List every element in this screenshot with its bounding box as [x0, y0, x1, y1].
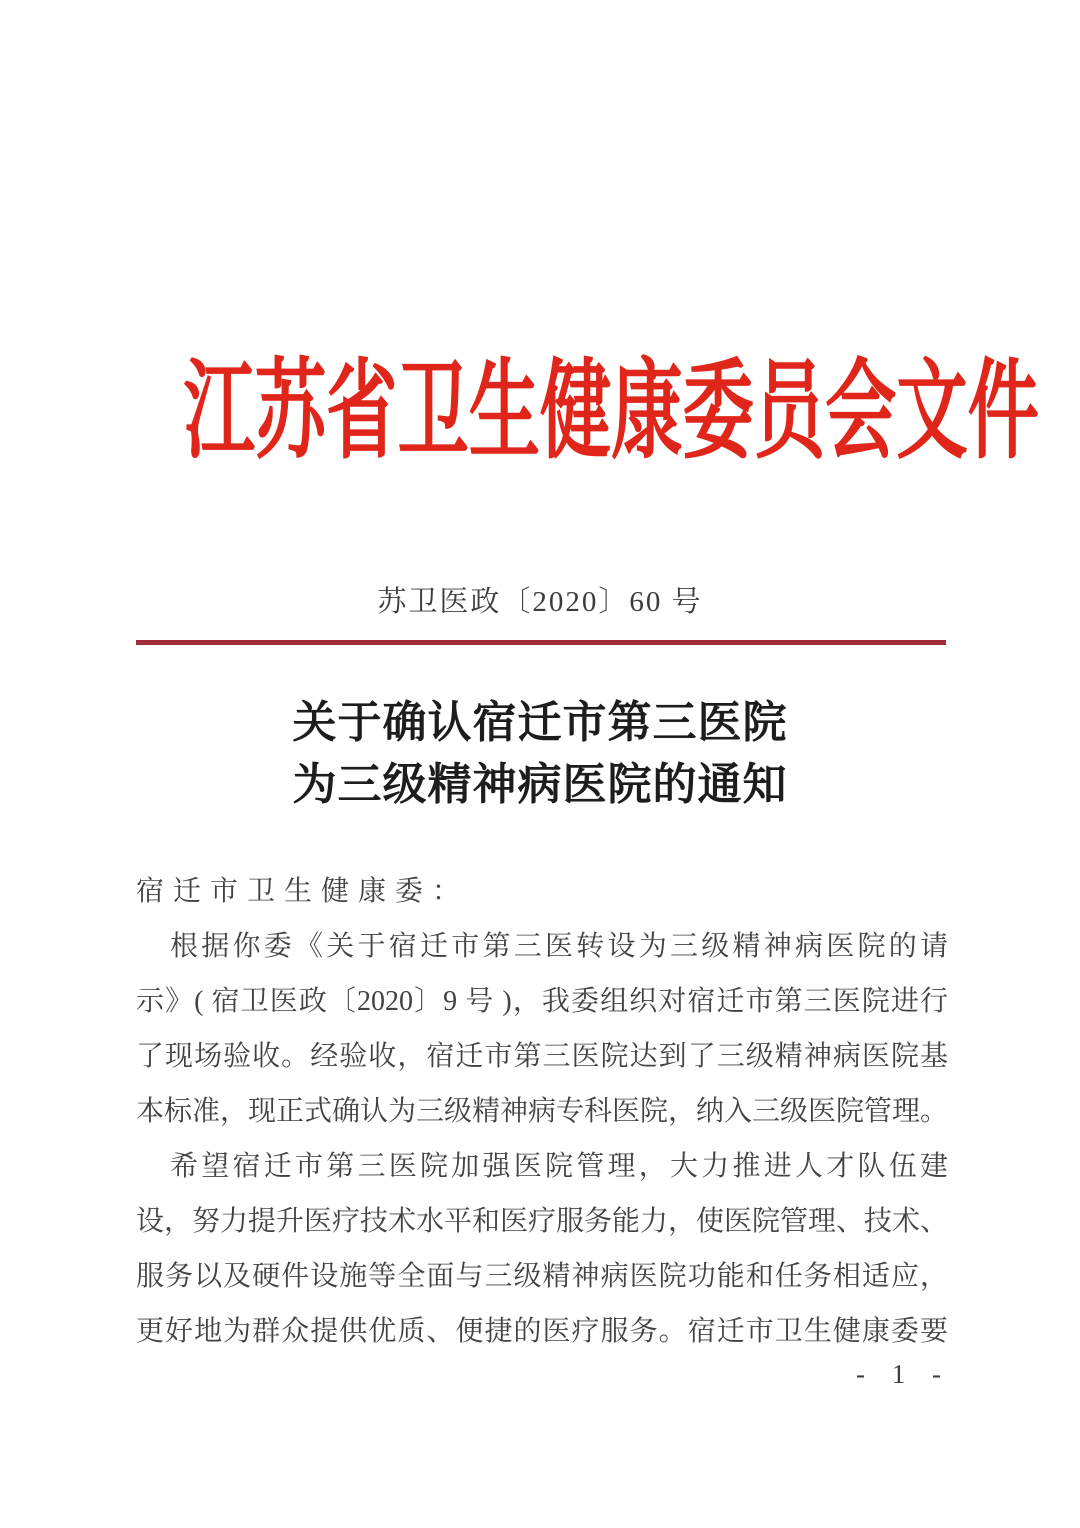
body-line: 更好地为群众提供优质、便捷的医疗服务。宿迁市卫生健康委要 [136, 1316, 948, 1347]
document-body [136, 864, 948, 1359]
body-line: 根据你委《关于宿迁市第三医转设为三级精神病医院的请 [170, 931, 948, 962]
body-line: 示》( 宿卫医政〔2020〕9 号 )，我委组织对宿迁市第三医院进行 [136, 986, 948, 1017]
agency-header-title: 江苏省卫生健康委员会文件 [183, 353, 1039, 472]
page-number: - 1 - [856, 1359, 945, 1389]
document-number: 苏卫医政〔2020〕60 号 [377, 586, 703, 618]
document-title [0, 692, 1080, 816]
body-line: 服务以及硬件设施等全面与三级精神病医院功能和任务相适应， [136, 1261, 948, 1292]
body-line: 本标准，现正式确认为三级精神病专科医院，纳入三级医院管理。 [136, 1096, 949, 1127]
document-title-line-2: 为三级精神病医院的通知 [292, 760, 788, 809]
body-line: 了现场验收。经验收，宿迁市第三医院达到了三级精神病医院基 [136, 1041, 948, 1072]
document-title-line-1: 关于确认宿迁市第三医院 [292, 698, 788, 747]
body-line: 设，努力提升医疗技术水平和医疗服务能力，使医院管理、技术、 [136, 1206, 949, 1237]
salutation: 宿迁市卫生健康委： [136, 876, 470, 907]
red-separator-line [136, 640, 946, 645]
body-line: 希望宿迁市第三医院加强医院管理，大力推进人才队伍建 [170, 1151, 948, 1182]
